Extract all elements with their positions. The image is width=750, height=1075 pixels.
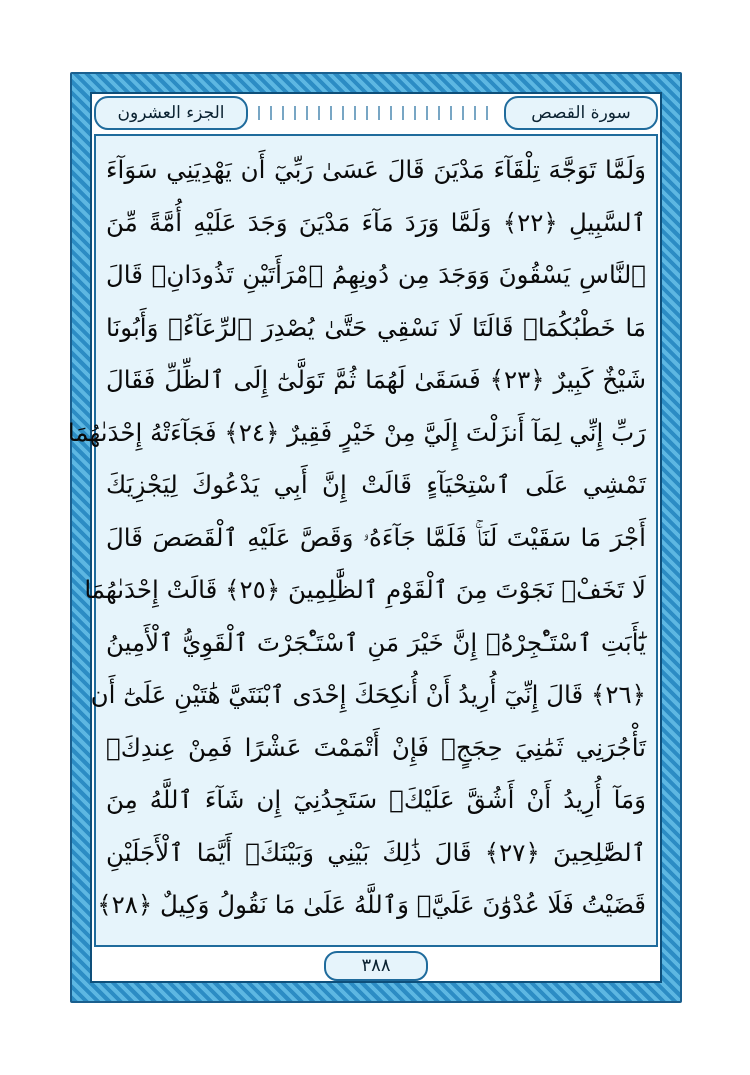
text-line: رَبِّ إِنِّي لِمَآ أَنزَلْتَ إِلَيَّ مِنْ خَيْرٍ فَقِيرٌ ﴿٢٤﴾ فَجَآءَتْهُ إِحْدَىٰهُمَا <box>67 417 646 447</box>
text-line: ٱلنَّاسِ يَسْقُونَ وَوَجَدَ مِن دُونِهِمُ ٱمْرَأَتَيْنِ تَذُودَانِۖ قَالَ <box>106 260 646 289</box>
text-line: شَيْخٌ كَبِيرٌ ﴿٢٣﴾ فَسَقَىٰ لَهُمَا ثُمَّ تَوَلَّىٰٓ إِلَى ٱلظِّلِّ فَقَالَ <box>106 365 646 394</box>
surah-title: سورة القصص <box>504 96 658 130</box>
text-line: أَجْرَ مَا سَقَيْتَ لَنَاۚ فَلَمَّا جَآءَهُۥ وَقَصَّ عَلَيْهِ ٱلْقَصَصَ قَالَ <box>106 522 646 552</box>
text-line: مَا خَطْبُكُمَاۖ قَالَتَا لَا نَسْقِي حَتَّىٰ يُصْدِرَ ٱلرِّعَآءُۖ وَأَبُونَا <box>106 312 646 342</box>
page-header <box>94 96 658 130</box>
text-line: قَضَيْتُ فَلَا عُدْوَٰنَ عَلَيَّۖ وَٱللَّهُ عَلَىٰ مَا نَقُولُ وَكِيلٌ ﴿٢٨﴾ <box>97 890 646 919</box>
text-line: ٱلصَّٰلِحِينَ ﴿٢٧﴾ قَالَ ذَٰلِكَ بَيْنِي وَبَيْنَكَۖ أَيَّمَا ٱلْأَجَلَيْنِ <box>106 837 647 867</box>
page-number: ٣٨٨ <box>324 951 428 981</box>
page-footer <box>72 951 680 981</box>
header-ornament <box>258 106 494 120</box>
text-line: يَٰٓأَبَتِ ٱسْتَـْٔجِرْهُۖ إِنَّ خَيْرَ مَنِ ٱسْتَـْٔجَرْتَ ٱلْقَوِيُّ ٱلْأَمِينُ <box>106 627 646 657</box>
text-line: وَمَآ أُرِيدُ أَنْ أَشُقَّ عَلَيْكَۚ سَتَجِدُنِيٓ إِن شَآءَ ٱللَّهُ مِنَ <box>106 785 646 814</box>
text-line: لَا تَخَفْۖ نَجَوْتَ مِنَ ٱلْقَوْمِ ٱلظَّٰلِمِينَ ﴿٢٥﴾ قَالَتْ إِحْدَىٰهُمَا <box>84 575 646 604</box>
text-line: ﴿٢٦﴾ قَالَ إِنِّيٓ أُرِيدُ أَنْ أُنكِحَكَ إِحْدَى ٱبْنَتَيَّ هَٰتَيْنِ عَلَىٰٓ أَن <box>90 680 646 709</box>
text-line: تَأْجُرَنِي ثَمَٰنِيَ حِجَجٍۖ فَإِنْ أَتْمَمْتَ عَشْرًا فَمِنْ عِندِكَۖ <box>106 732 646 762</box>
text-line: وَلَمَّا تَوَجَّهَ تِلْقَآءَ مَدْيَنَ قَالَ عَسَىٰ رَبِّيٓ أَن يَهْدِيَنِي سَوَآءَ <box>106 155 646 184</box>
juz-title: الجزء العشرون <box>94 96 248 130</box>
quran-text <box>67 144 647 932</box>
page-frame <box>67 72 682 1003</box>
text-line: تَمْشِي عَلَى ٱسْتِحْيَآءٍ قَالَتْ إِنَّ أَبِي يَدْعُوكَ لِيَجْزِيَكَ <box>106 470 646 499</box>
text-line: ٱلسَّبِيلِ ﴿٢٢﴾ وَلَمَّا وَرَدَ مَآءَ مَدْيَنَ وَجَدَ عَلَيْهِ أُمَّةً مِّنَ <box>106 207 646 237</box>
